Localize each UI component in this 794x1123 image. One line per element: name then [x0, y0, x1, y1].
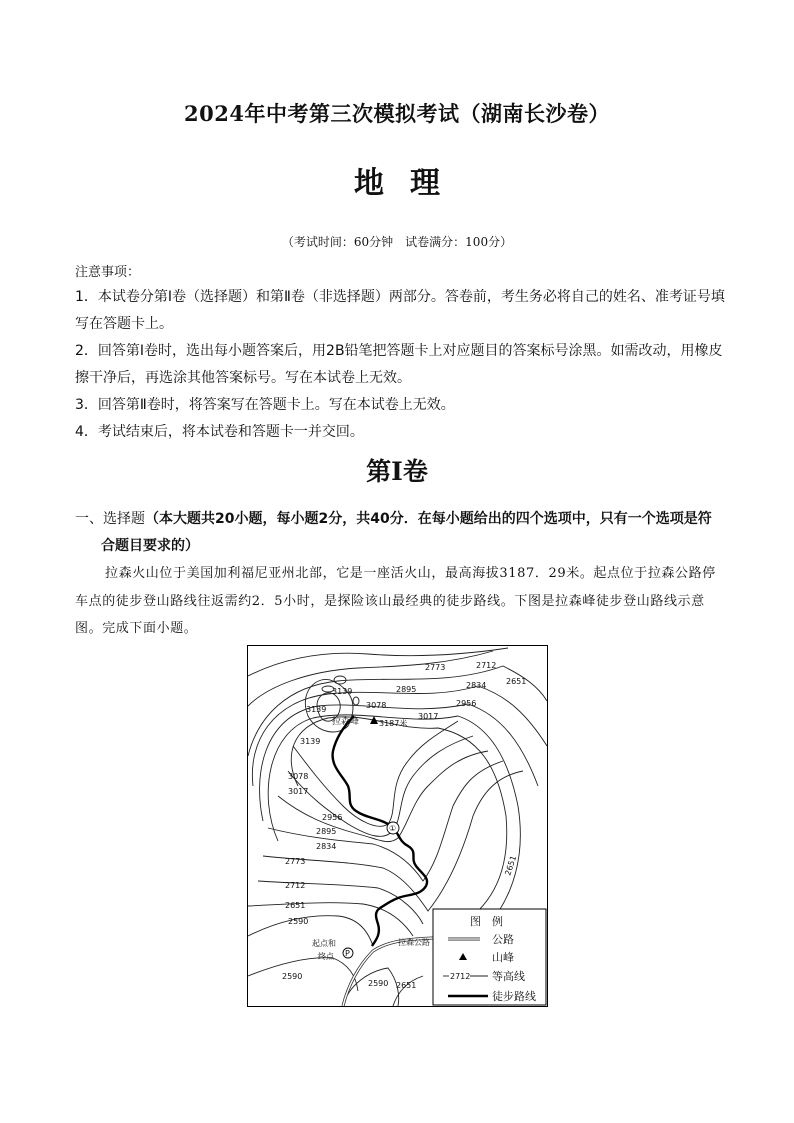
contour-label-2712-top: 2712 — [476, 661, 497, 670]
peak-elevation-label: 3187米 — [379, 719, 408, 728]
contour-label-2895-left: 2895 — [316, 827, 337, 836]
contour-map-svg — [248, 646, 547, 1006]
contour-line — [248, 916, 373, 946]
contour-label-2956-left: 2956 — [322, 813, 343, 822]
contour-label-2773-left: 2773 — [285, 857, 306, 866]
contour-label-2651-top: 2651 — [506, 677, 527, 686]
contour-label-2651-left: 2651 — [285, 901, 306, 910]
contour-label-3078-left: 3078 — [288, 772, 309, 781]
contour-line — [278, 751, 488, 842]
contour-label-2590-left: 2590 — [288, 917, 309, 926]
exam-time-info: （考试时间：60分钟 试卷满分：100分） — [281, 235, 513, 249]
legend-contour-label: 等高线 — [492, 970, 525, 983]
road-name-label: 拉森公路 — [398, 938, 430, 947]
contour-label-3017-left: 3017 — [288, 787, 309, 796]
contour-line — [248, 958, 358, 991]
contour-label-2956-top: 2956 — [456, 699, 477, 708]
contour-label-2590-bottom: 2590 — [282, 972, 303, 981]
contour-label-3078-top: 3078 — [366, 701, 387, 710]
contour-label-3017-top: 3017 — [418, 712, 439, 721]
contour-line — [248, 651, 493, 706]
subject-title: 地理 — [354, 166, 466, 201]
section-description-cont: 合题目要求的） — [101, 538, 199, 554]
section-description: （本大题共20小题，每小题2分，共40分．在每小题给出的四个选项中，只有一个选项是符 — [145, 511, 712, 527]
legend-contour-sample: 2712 — [450, 972, 471, 981]
exam-title: 2024年中考第三次模拟考试（湖南长沙卷） — [184, 101, 610, 126]
contour-line — [268, 715, 520, 926]
hiking-route-map — [247, 645, 548, 1007]
contour-label-2590-mid: 2590 — [368, 979, 389, 988]
contour-label-2712-left: 2712 — [285, 881, 306, 890]
section-label: 一、选择题 — [75, 511, 145, 527]
road-inner — [343, 938, 433, 1006]
contour-line — [334, 676, 346, 684]
start-end-label-1: 起点和 — [312, 939, 336, 948]
contour-line — [252, 686, 547, 786]
start-end-label-2: 终点 — [318, 952, 334, 961]
notice-item-4: 4．考试结束后，将本试卷和答题卡一并交回。 — [75, 424, 364, 440]
section-one-heading — [75, 506, 725, 560]
contour-label-3139-a: 3139 — [332, 687, 353, 696]
contour-label-3139-b: 3139 — [306, 705, 327, 714]
contour-label-2834-top: 2834 — [466, 681, 487, 690]
contour-label-2773-top: 2773 — [425, 663, 446, 672]
contour-label-2834-left: 2834 — [316, 842, 337, 851]
volume-heading: 第Ⅰ卷 — [366, 457, 428, 486]
contour-label-2651-bottom: 2651 — [396, 981, 417, 990]
parking-label: P — [345, 949, 350, 958]
legend-peak-label: 山峰 — [492, 951, 514, 964]
contour-label-2651-right: 2651 — [503, 854, 519, 877]
reading-passage: 拉森火山位于美国加利福尼亚州北部，它是一座活火山，最高海拔3187．29米。起点位于拉森公路停车点的徒步登山路线往返需约2．5小时，是探险该山最经典的徒步路线。下图是拉森峰徒步登山路线示意图。完成下面小题。 — [75, 566, 716, 636]
notice-item-3: 3．回答第Ⅱ卷时，将答案写在答题卡上。写在本试卷上无效。 — [75, 397, 455, 413]
notice-item-2: 2．回答第Ⅰ卷时，选出每小题答案后，用2B铅笔把答题卡上对应题目的答案标号涂黑。如需改动，用橡皮擦干净后，再选涂其他答案标号。写在本试卷上无效。 — [75, 343, 723, 386]
peak-name-label: 拉森峰 — [332, 717, 360, 727]
contour-line — [248, 666, 547, 756]
contour-line — [353, 697, 359, 705]
notice-heading: 注意事项： — [75, 265, 141, 280]
point-1-label: ① — [389, 824, 397, 833]
legend-road-label: 公路 — [492, 933, 514, 946]
legend-title: 图 例 — [470, 915, 503, 928]
legend-trail-label: 徒步路线 — [492, 990, 536, 1003]
contour-line — [248, 648, 508, 676]
contour-label-2895-top: 2895 — [396, 685, 417, 694]
contour-line — [248, 903, 413, 936]
contour-label-3139-c: 3139 — [300, 737, 321, 746]
notice-item-1: 1．本试卷分第Ⅰ卷（选择题）和第Ⅱ卷（非选择题）两部分。答卷前，考生务必将自己的姓名、准考证号填写在答题卡上。 — [75, 289, 725, 332]
